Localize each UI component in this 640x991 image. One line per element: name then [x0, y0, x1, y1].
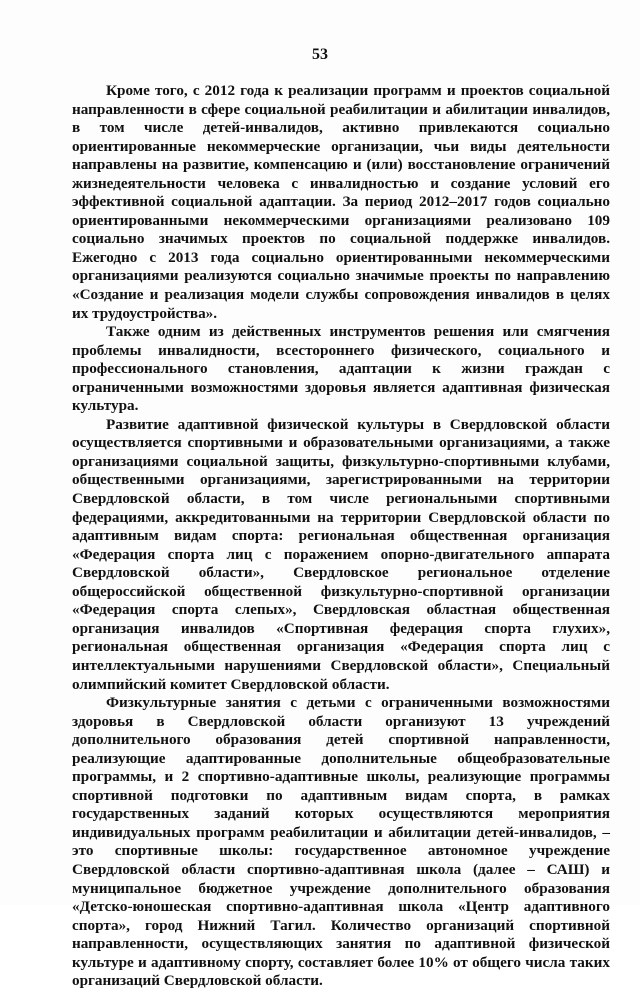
paragraph: Физкультурные занятия с детьми с ограниченными возможностями здоровья в Свердловской области организуют 13 учреждений дополнительного образования детей спортивной направленности, реализующие адаптированные дополнительные общеобразовательные программы, и 2 спортивно-адаптивные школы, реализующие программы спортивной подготовки по адаптивным видам спорта, в рамках государственных заданий которых осуществляются мероприятия индивидуальных программ реабилитации и абилитации детей-инвалидов, – это спортивные школы: государственное автономное учреждение Свердловской области спортивно-адаптивная школа (далее – САШ) и муниципальное бюджетное учреждение дополнительного образования «Детско-юношеская спортивно-адаптивная школа «Центр адаптивного спорта», город Нижний Тагил. Количество организаций спортивной направленности, осуществляющих занятия по адаптивной физической культуре и адаптивному спорту, составляет более 10% от общего числа таких организаций Свердловской области.: [72, 694, 610, 990]
paragraph: Также одним из действенных инструментов решения или смягчения проблемы инвалидности, всестороннего физического, социального и профессионального становления, адаптации к жизни граждан с ограниченными возможностями здоровья является адаптивная физическая культура.: [72, 323, 610, 415]
paragraph: Кроме того, с 2012 года к реализации программ и проектов социальной направленности в сфере социальной реабилитации и абилитации инвалидов, в том числе детей-инвалидов, активно привлекаются социально ориентированные некоммерческие организации, чьи виды деятельности направлены на развитие, компенсацию и (или) восстановление ограничений жизнедеятельности человека с инвалидностью и создание условий его эффективной социальной адаптации. За период 2012–2017 годов социально ориентированными некоммерческими организациями реализовано 109 социально значимых проектов по социальной поддержке инвалидов. Ежегодно с 2013 года социально ориентированными некоммерческими организациями реализуются социально значимые проекты по направлению «Создание и реализация модели службы сопровождения инвалидов в целях их трудоустройства».: [72, 82, 610, 322]
body-text: [72, 82, 610, 991]
paragraph: Развитие адаптивной физической культуры в Свердловской области осуществляется спортивными и образовательными организациями, а также организациями социальной защиты, физкультурно-спортивными клубами, общественными организациями, зарегистрированными на территории Свердловской области, в том числе региональными спортивными федерациями, аккредитованными на территории Свердловской области по адаптивным видам спорта: региональная общественная организация «Федерация спорта лиц с поражением опорно-двигательного аппарата Свердловской области», Свердловское региональное отделение общероссийской общественной физкультурно-спортивной организации «Федерация спорта слепых», Свердловская областная общественная организация инвалидов «Спортивная федерация спорта глухих», региональная общественная организация «Федерация спорта лиц с интеллектуальными нарушениями Свердловской области», Специальный олимпийский комитет Свердловской области.: [72, 415, 610, 693]
page-number: 53: [312, 46, 328, 63]
